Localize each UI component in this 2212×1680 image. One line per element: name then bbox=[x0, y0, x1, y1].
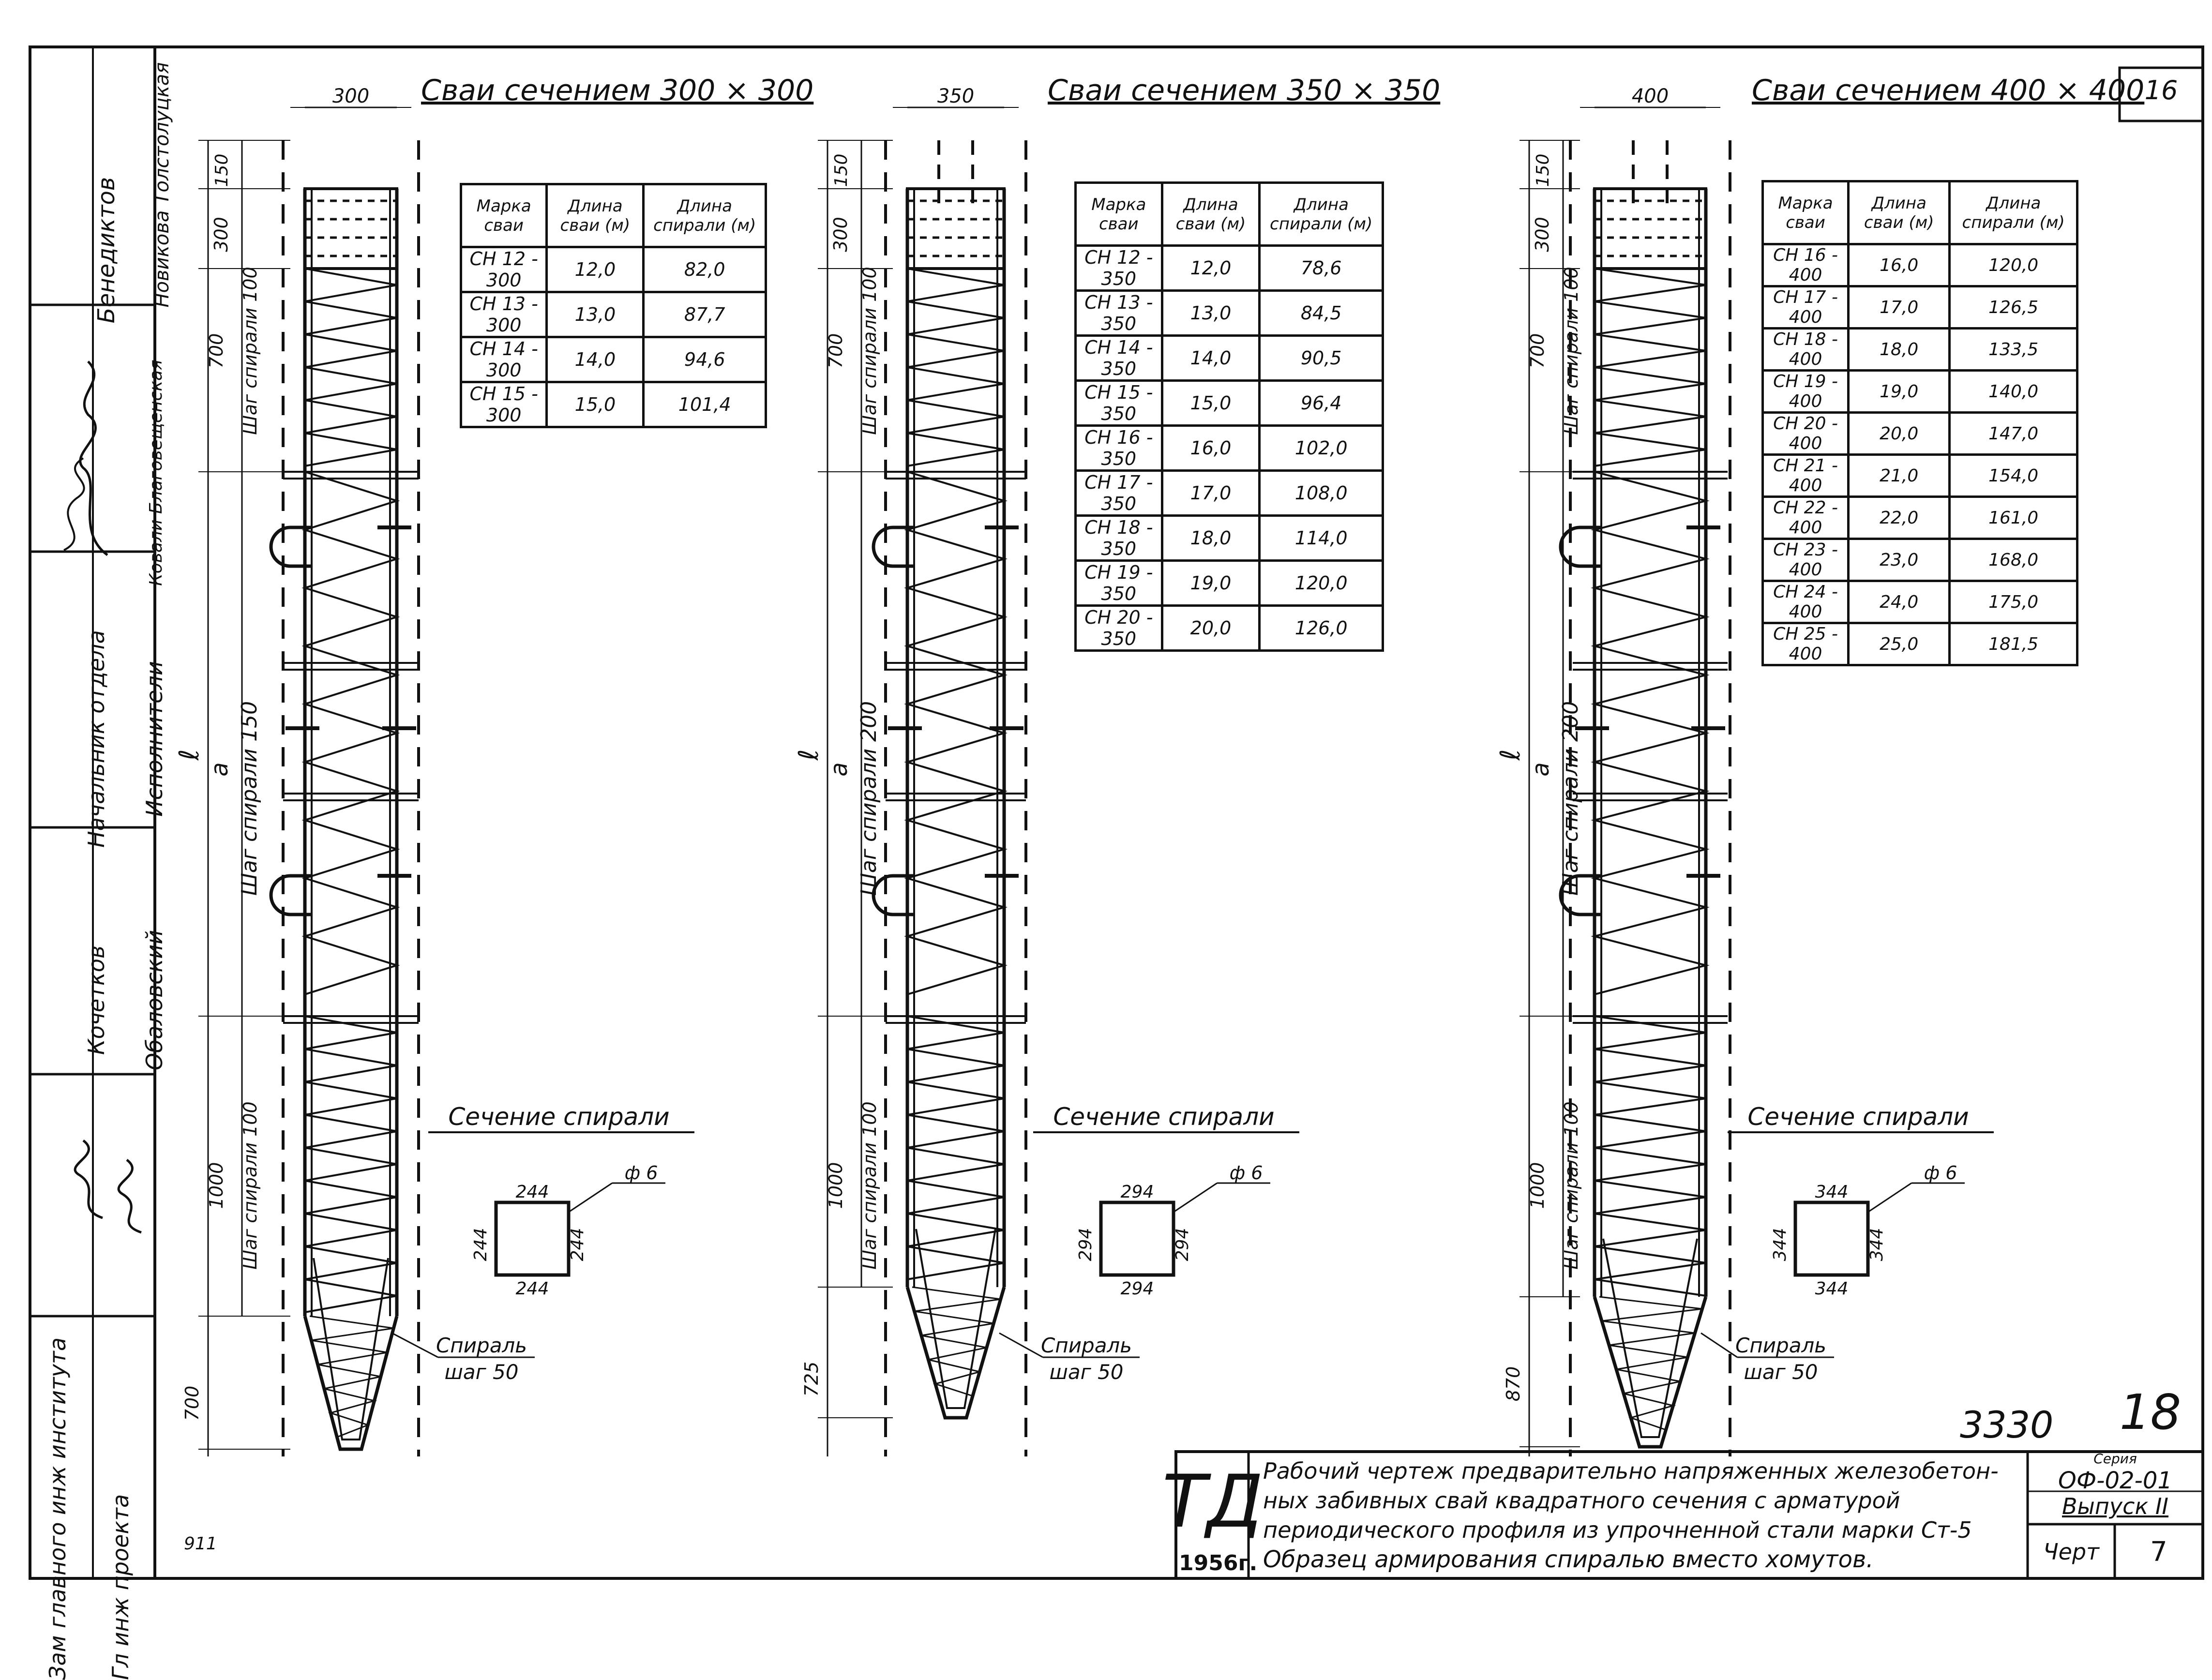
dim-l-label: ℓ bbox=[1495, 749, 1526, 761]
dim-middle-label: Шаг спирали 150 bbox=[237, 701, 262, 896]
bar-diameter-text: ф 6 bbox=[624, 1162, 658, 1184]
spiral-length-cell: 108,0 bbox=[1260, 471, 1383, 516]
pile-length-cell: 20,0 bbox=[1162, 606, 1260, 651]
pile-length-cell: 19,0 bbox=[1162, 561, 1260, 606]
dim-tip-text: 870 bbox=[1503, 1366, 1524, 1402]
dim-top-text: 150 bbox=[1533, 153, 1553, 187]
spiral-note-line2: шаг 50 bbox=[1049, 1360, 1124, 1384]
bar-diameter-text: ф 6 bbox=[1924, 1162, 1957, 1184]
td-logo-mark bbox=[1162, 1454, 1264, 1556]
table-row bbox=[1076, 471, 1383, 516]
cross-section-square bbox=[496, 1202, 569, 1275]
signature-marks bbox=[30, 47, 155, 1578]
table-row bbox=[1763, 244, 2077, 286]
dim-head-text: 300 bbox=[1532, 217, 1553, 252]
table-header-cell: Длина спирали (м) bbox=[1950, 181, 2077, 244]
table-header-cell: Марка сваи bbox=[461, 184, 547, 247]
pile-mark-cell: СН 12 - 350 bbox=[1076, 246, 1162, 291]
table-row bbox=[1076, 516, 1383, 561]
spiral-length-cell: 126,5 bbox=[1950, 286, 2077, 329]
spiral-length-cell: 101,4 bbox=[644, 382, 766, 427]
spiral-length-cell: 94,6 bbox=[644, 337, 766, 382]
side-extra-1: Новикова Толстолуцкая bbox=[151, 62, 173, 308]
spiral-length-cell: 154,0 bbox=[1950, 455, 2077, 497]
pile-mark-cell: СН 14 - 350 bbox=[1076, 336, 1162, 381]
sheet-number: 16 bbox=[2144, 75, 2178, 105]
spiral-zone-middle bbox=[305, 472, 397, 994]
pile-length-cell: 17,0 bbox=[1849, 286, 1950, 329]
series-label: Серия bbox=[2093, 1451, 2137, 1467]
dim-zone1-label: Шаг спирали 100 bbox=[859, 267, 880, 435]
pile-length-cell: 14,0 bbox=[1162, 336, 1260, 381]
cross-section-dim-bottom: 294 bbox=[1120, 1279, 1154, 1299]
title-line-1: Рабочий чертеж предварительно напряженных железобетон- bbox=[1263, 1458, 1999, 1484]
dim-zone1-label: Шаг спирали 100 bbox=[1561, 267, 1582, 435]
side-position-3: Начальник отдела bbox=[83, 630, 109, 848]
pile-length-cell: 14,0 bbox=[547, 337, 644, 382]
table-header-cell: Марка сваи bbox=[1076, 183, 1162, 246]
sheet-value: 7 bbox=[2150, 1536, 2167, 1568]
cross-section-title: Сечение спирали bbox=[1053, 1103, 1275, 1131]
cross-section-title: Сечение спирали bbox=[1747, 1103, 1969, 1131]
spiral-length-cell: 175,0 bbox=[1950, 581, 2077, 623]
spiral-length-cell: 87,7 bbox=[644, 292, 766, 337]
dim-zone3-label: Шаг спирали 100 bbox=[859, 1101, 880, 1270]
pile-mark-cell: СН 25 - 400 bbox=[1763, 623, 1849, 665]
dim-tip-text: 725 bbox=[801, 1361, 822, 1397]
side-name-2: Кочетков bbox=[83, 945, 109, 1055]
dim-middle-label: Шаг спирали 200 bbox=[857, 701, 881, 896]
width-dim-text: 350 bbox=[937, 85, 975, 107]
spiral-zone-bottom bbox=[305, 1016, 397, 1312]
table-header-cell: Длина спирали (м) bbox=[1260, 183, 1383, 246]
width-dim-text: 300 bbox=[332, 85, 370, 107]
table-row bbox=[1763, 371, 2077, 413]
spiral-note-line2: шаг 50 bbox=[444, 1360, 519, 1384]
dim-zone1-label: Шаг спирали 100 bbox=[240, 267, 261, 435]
table-header-row bbox=[461, 184, 766, 247]
pile-length-cell: 13,0 bbox=[1162, 291, 1260, 336]
td-logo bbox=[1162, 1454, 1264, 1556]
pile-mark-cell: СН 20 - 400 bbox=[1763, 413, 1849, 455]
cross-section-dim-left: 244 bbox=[471, 1228, 491, 1261]
pile-mark-cell: СН 17 - 400 bbox=[1763, 286, 1849, 329]
title-line-2: ных забивных свай квадратного сечения с арматурой bbox=[1263, 1487, 1900, 1514]
pile-tip-rebar bbox=[1603, 1239, 1697, 1437]
dim-top-text: 150 bbox=[212, 153, 232, 187]
dim-head-text: 300 bbox=[211, 217, 232, 252]
table-row bbox=[461, 247, 766, 292]
title-year: 1956г. bbox=[1179, 1551, 1258, 1575]
dim-zone3-text: 1000 bbox=[206, 1162, 227, 1209]
cross-section-dim-top: 344 bbox=[1815, 1182, 1849, 1202]
table-row bbox=[1076, 606, 1383, 651]
pile-mark-cell: СН 15 - 350 bbox=[1076, 381, 1162, 426]
side-extra-2: Обаловский bbox=[141, 930, 167, 1071]
table-header-cell: Длина спирали (м) bbox=[644, 184, 766, 247]
spiral-note-leader bbox=[999, 1333, 1043, 1357]
pile-length-cell: 18,0 bbox=[1162, 516, 1260, 561]
table-row bbox=[1076, 291, 1383, 336]
side-block bbox=[30, 47, 173, 1680]
spiral-length-cell: 90,5 bbox=[1260, 336, 1383, 381]
pile-tip-rebar bbox=[314, 1258, 388, 1440]
drawing-number: 3330 bbox=[1960, 1403, 2054, 1446]
series-value: ОФ-02-01 bbox=[2058, 1467, 2172, 1494]
spiral-length-cell: 168,0 bbox=[1950, 539, 2077, 581]
spiral-zone-bottom bbox=[1595, 1016, 1706, 1296]
dim-zone3-label: Шаг спирали 100 bbox=[240, 1101, 261, 1270]
dim-top-text: 150 bbox=[831, 153, 851, 187]
section-title-400: Сваи сечением 400 × 400 bbox=[1752, 74, 2145, 107]
pile-length-cell: 23,0 bbox=[1849, 539, 1950, 581]
pile-length-cell: 24,0 bbox=[1849, 581, 1950, 623]
spiral-note-line2: шаг 50 bbox=[1744, 1360, 1818, 1384]
cross-section-dim-right: 344 bbox=[1867, 1228, 1887, 1261]
dim-head-text: 300 bbox=[830, 217, 851, 252]
spiral-note-leader bbox=[1701, 1333, 1737, 1357]
table-row bbox=[1763, 286, 2077, 329]
pile-length-cell: 13,0 bbox=[547, 292, 644, 337]
pile-length-cell: 21,0 bbox=[1849, 455, 1950, 497]
spiral-length-cell: 96,4 bbox=[1260, 381, 1383, 426]
cross-section-title: Сечение спирали bbox=[448, 1103, 670, 1131]
table-row bbox=[1763, 539, 2077, 581]
side-position-2: Гл инж проекта bbox=[107, 1494, 134, 1680]
dim-zone1-text: 700 bbox=[825, 333, 846, 369]
pile-mark-cell: СН 24 - 400 bbox=[1763, 581, 1849, 623]
dim-middle-label: Шаг спирали 200 bbox=[1558, 701, 1583, 896]
table-header-cell: Длина сваи (м) bbox=[547, 184, 644, 247]
spiral-length-cell: 82,0 bbox=[644, 247, 766, 292]
bar-diameter-text: ф 6 bbox=[1229, 1162, 1263, 1184]
side-name-3: Исполнители bbox=[141, 661, 167, 817]
table-row bbox=[1763, 329, 2077, 371]
dim-l-label: ℓ bbox=[793, 749, 825, 761]
spiral-note-line1: Спираль bbox=[436, 1334, 527, 1357]
pile-mark-cell: СН 21 - 400 bbox=[1763, 455, 1849, 497]
table-row bbox=[1076, 336, 1383, 381]
bar-leader bbox=[1868, 1183, 1911, 1212]
pile-length-cell: 22,0 bbox=[1849, 497, 1950, 539]
pile-mark-cell: СН 15 - 300 bbox=[461, 382, 547, 427]
pile-mark-cell: СН 16 - 400 bbox=[1763, 244, 1849, 286]
table-row bbox=[461, 292, 766, 337]
cross-section-square bbox=[1795, 1202, 1868, 1275]
spiral-length-cell: 120,0 bbox=[1950, 244, 2077, 286]
pile-tip-outline bbox=[907, 1287, 1004, 1418]
title-description bbox=[1263, 1456, 2023, 1575]
dim-zone3-label: Шаг спирали 100 bbox=[1561, 1101, 1582, 1270]
pile-mark-cell: СН 16 - 350 bbox=[1076, 426, 1162, 471]
pile-length-cell: 19,0 bbox=[1849, 371, 1950, 413]
spiral-length-cell: 84,5 bbox=[1260, 291, 1383, 336]
table-row bbox=[1076, 381, 1383, 426]
cross-section-dim-right: 244 bbox=[568, 1228, 587, 1261]
table-row bbox=[1763, 455, 2077, 497]
table-row bbox=[461, 382, 766, 427]
table-row bbox=[461, 337, 766, 382]
dim-zone1-text: 700 bbox=[1527, 333, 1548, 369]
cross-section-dim-left: 294 bbox=[1076, 1228, 1096, 1261]
table-row bbox=[1076, 246, 1383, 291]
pile-mark-cell: СН 18 - 400 bbox=[1763, 329, 1849, 371]
bar-leader bbox=[1174, 1183, 1217, 1212]
section-title-350: Сваи сечением 350 × 350 bbox=[1048, 74, 1441, 107]
pile-mark-cell: СН 13 - 350 bbox=[1076, 291, 1162, 336]
title-line-3: периодического профиля из упрочненной стали марки Ст-5 bbox=[1263, 1517, 1972, 1543]
pile-mark-cell: СН 23 - 400 bbox=[1763, 539, 1849, 581]
pile-table-300 bbox=[460, 183, 767, 428]
spiral-zone-top bbox=[907, 269, 1004, 466]
sheet-label: Черт bbox=[2043, 1539, 2099, 1565]
table-row bbox=[1763, 413, 2077, 455]
pile-length-cell: 18,0 bbox=[1849, 329, 1950, 371]
pile-length-cell: 15,0 bbox=[1162, 381, 1260, 426]
spiral-length-cell: 161,0 bbox=[1950, 497, 2077, 539]
pile-length-cell: 15,0 bbox=[547, 382, 644, 427]
cross-section-square bbox=[1101, 1202, 1174, 1275]
pile-mark-cell: СН 18 - 350 bbox=[1076, 516, 1162, 561]
spiral-note-line1: Спираль bbox=[1040, 1334, 1132, 1357]
width-dim-text: 400 bbox=[1631, 85, 1669, 107]
dim-tip-text: 700 bbox=[181, 1385, 203, 1421]
spiral-length-cell: 181,5 bbox=[1950, 623, 2077, 665]
pile-length-cell: 17,0 bbox=[1162, 471, 1260, 516]
dim-zone3-text: 1000 bbox=[825, 1162, 846, 1209]
dim-a-label: a bbox=[1527, 762, 1554, 777]
dim-a-label: a bbox=[206, 762, 233, 777]
pile-length-cell: 12,0 bbox=[547, 247, 644, 292]
spiral-length-cell: 114,0 bbox=[1260, 516, 1383, 561]
pile-mark-cell: СН 19 - 400 bbox=[1763, 371, 1849, 413]
table-header-row bbox=[1076, 183, 1383, 246]
spiral-note-leader bbox=[392, 1333, 438, 1357]
table-header-cell: Длина сваи (м) bbox=[1162, 183, 1260, 246]
dim-l-label: ℓ bbox=[174, 749, 205, 761]
side-position-1: Зам главного инж института bbox=[45, 1337, 71, 1680]
table-header-cell: Марка сваи bbox=[1763, 181, 1849, 244]
cross-section-dim-top: 244 bbox=[515, 1182, 549, 1202]
title-line-4: Образец армирования спиралью вместо хомутов. bbox=[1263, 1546, 1874, 1573]
pile-mark-cell: СН 19 - 350 bbox=[1076, 561, 1162, 606]
cross-section-dim-top: 294 bbox=[1120, 1182, 1154, 1202]
pile-mark-cell: СН 17 - 350 bbox=[1076, 471, 1162, 516]
spiral-length-cell: 140,0 bbox=[1950, 371, 2077, 413]
pile-mark-cell: СН 13 - 300 bbox=[461, 292, 547, 337]
pile-length-cell: 16,0 bbox=[1849, 244, 1950, 286]
spiral-length-cell: 126,0 bbox=[1260, 606, 1383, 651]
dim-zone3-text: 1000 bbox=[1527, 1162, 1548, 1209]
table-header-cell: Длина сваи (м) bbox=[1849, 181, 1950, 244]
pile-table-400 bbox=[1761, 180, 2078, 666]
spiral-zone-top bbox=[305, 269, 397, 466]
pile-length-cell: 12,0 bbox=[1162, 246, 1260, 291]
spiral-length-cell: 147,0 bbox=[1950, 413, 2077, 455]
corner-note: 911 bbox=[184, 1534, 217, 1554]
page-number: 18 bbox=[2120, 1384, 2182, 1440]
pile-length-cell: 25,0 bbox=[1849, 623, 1950, 665]
spiral-zone-middle bbox=[907, 472, 1004, 994]
spiral-length-cell: 120,0 bbox=[1260, 561, 1383, 606]
spiral-length-cell: 133,5 bbox=[1950, 329, 2077, 371]
spiral-note-line1: Спираль bbox=[1735, 1334, 1827, 1357]
issue-value: Выпуск II bbox=[2062, 1493, 2168, 1519]
pile-tip-rebar bbox=[916, 1229, 995, 1408]
cross-section-dim-bottom: 344 bbox=[1815, 1279, 1849, 1299]
section-title-300: Сваи сечением 300 × 300 bbox=[421, 74, 814, 107]
table-row bbox=[1076, 561, 1383, 606]
table-row bbox=[1763, 623, 2077, 665]
side-name-1: Бенедиктов bbox=[93, 177, 120, 324]
spiral-zone-bottom bbox=[907, 1016, 1004, 1279]
side-extra-3: Ковали Благовещенская bbox=[146, 360, 166, 586]
spiral-length-cell: 78,6 bbox=[1260, 246, 1383, 291]
td-logo-text: ТД bbox=[1162, 1460, 1264, 1544]
pile-mark-cell: СН 22 - 400 bbox=[1763, 497, 1849, 539]
table-row bbox=[1763, 497, 2077, 539]
cross-section-dim-bottom: 244 bbox=[515, 1279, 549, 1299]
pile-mark-cell: СН 14 - 300 bbox=[461, 337, 547, 382]
pile-length-cell: 16,0 bbox=[1162, 426, 1260, 471]
dim-a-label: a bbox=[826, 762, 853, 777]
cross-section-dim-left: 344 bbox=[1770, 1228, 1790, 1261]
pile-mark-cell: СН 20 - 350 bbox=[1076, 606, 1162, 651]
spiral-zone-top bbox=[1595, 269, 1706, 466]
pile-table-350 bbox=[1074, 181, 1384, 652]
spiral-zone-middle bbox=[1595, 472, 1706, 994]
cross-section-dim-right: 294 bbox=[1173, 1228, 1192, 1261]
pile-mark-cell: СН 12 - 300 bbox=[461, 247, 547, 292]
spiral-length-cell: 102,0 bbox=[1260, 426, 1383, 471]
table-row bbox=[1076, 426, 1383, 471]
bar-leader bbox=[569, 1183, 612, 1212]
table-header-row bbox=[1763, 181, 2077, 244]
dim-zone1-text: 700 bbox=[206, 333, 227, 369]
table-row bbox=[1763, 581, 2077, 623]
pile-length-cell: 20,0 bbox=[1849, 413, 1950, 455]
